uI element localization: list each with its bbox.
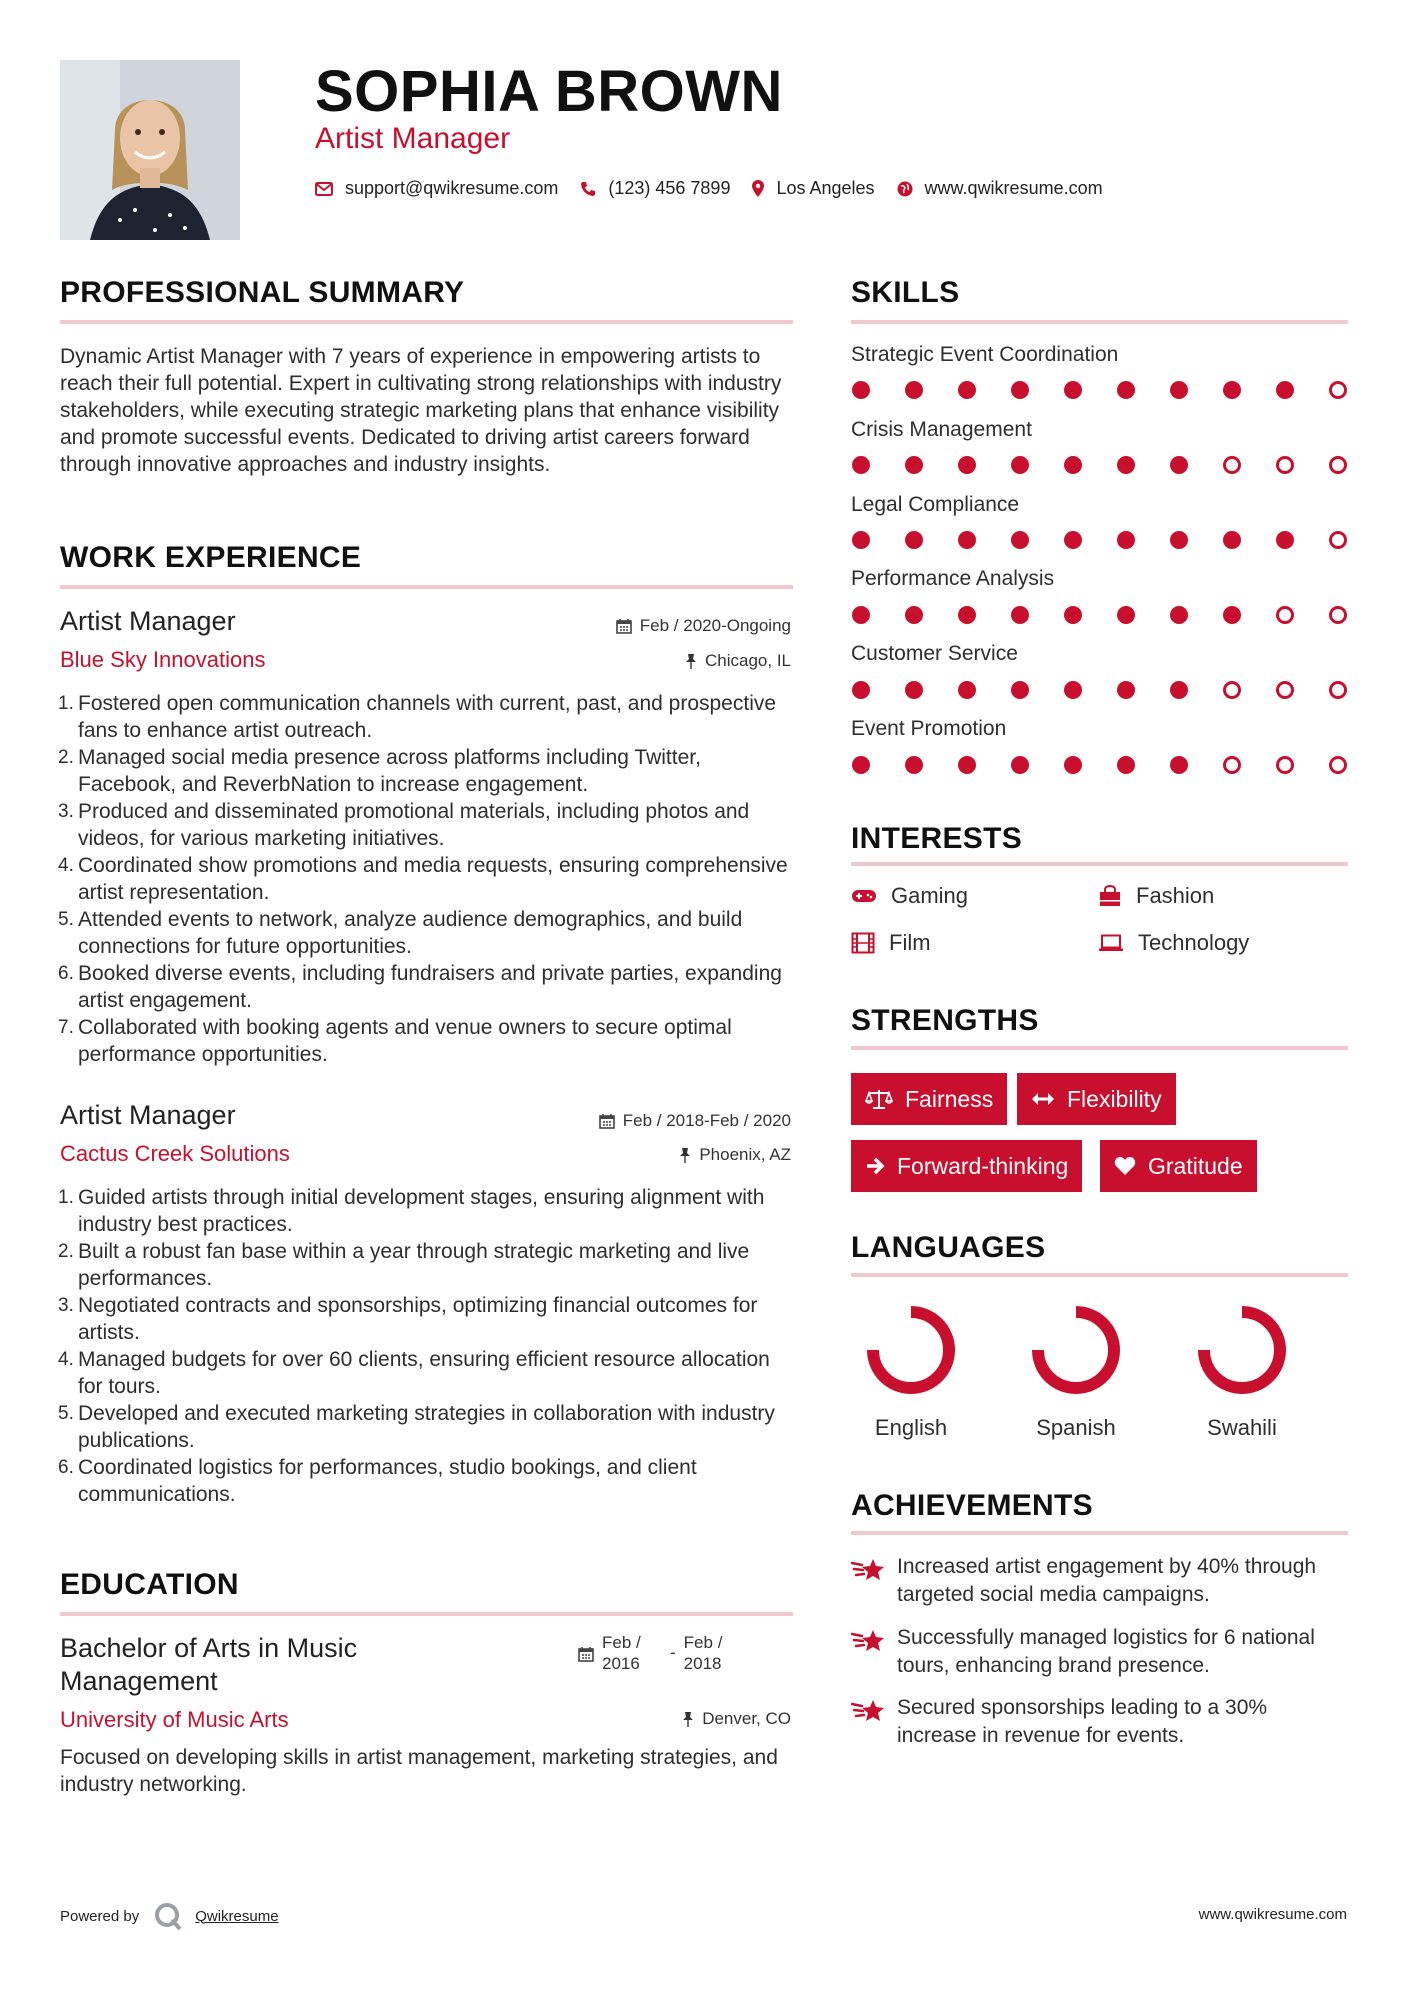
education-location bbox=[682, 1709, 791, 1729]
rating-dot-filled bbox=[958, 606, 976, 624]
rating-dot-filled bbox=[1064, 606, 1082, 624]
skill-rating bbox=[852, 606, 1352, 626]
education-heading: EDUCATION bbox=[60, 1568, 239, 1601]
rating-dot-filled bbox=[1011, 456, 1029, 474]
double-arrow-icon bbox=[1031, 1092, 1055, 1106]
brand-link[interactable]: Qwikresume bbox=[195, 1907, 279, 1925]
list-item: 5. Attended events to network, analyze audience demographics, and build connections for future opportunities. bbox=[58, 908, 743, 958]
location-text: Los Angeles bbox=[776, 178, 875, 198]
achievement-text: Successfully managed logistics for 6 national tours, enhancing brand presence. bbox=[897, 1626, 1315, 1677]
interest-label: Technology bbox=[1138, 930, 1250, 955]
rating-dot-empty bbox=[1276, 756, 1294, 774]
language-ring-arc bbox=[1204, 1312, 1280, 1388]
rating-dot-filled bbox=[958, 681, 976, 699]
rating-dot-filled bbox=[905, 681, 923, 699]
list-item: 3. Produced and disseminated promotional materials, including photos and videos, for various marketing initiatives. bbox=[58, 800, 750, 850]
profile-photo-image bbox=[60, 60, 240, 240]
rating-dot-filled bbox=[852, 606, 870, 624]
rating-dot-filled bbox=[1011, 531, 1029, 549]
job-location-text: Phoenix, AZ bbox=[699, 1145, 791, 1164]
date-separator: - bbox=[670, 1643, 676, 1662]
shooting-star-icon bbox=[851, 1626, 885, 1654]
rating-dot-filled bbox=[1064, 681, 1082, 699]
rating-dot-filled bbox=[1223, 606, 1241, 624]
rating-dot-empty bbox=[1223, 756, 1241, 774]
rating-dot-empty bbox=[1329, 756, 1347, 774]
language-label: Spanish bbox=[1036, 1415, 1116, 1440]
job-dates bbox=[599, 1111, 791, 1131]
candidate-name: SOPHIA BROWN bbox=[315, 59, 783, 124]
job-bullets bbox=[60, 690, 795, 1068]
interest-label: Fashion bbox=[1136, 883, 1215, 908]
contact-website[interactable] bbox=[897, 178, 1103, 199]
rating-dot-filled bbox=[1117, 381, 1135, 399]
rating-dot-filled bbox=[905, 381, 923, 399]
rating-dot-filled bbox=[958, 531, 976, 549]
strength-label: Flexibility bbox=[1067, 1085, 1162, 1112]
experience-divider bbox=[60, 585, 793, 589]
rating-dot-empty bbox=[1276, 606, 1294, 624]
rating-dot-filled bbox=[1276, 381, 1294, 399]
rating-dot-empty bbox=[1329, 531, 1347, 549]
skills-divider bbox=[851, 320, 1348, 324]
job-title: Artist Manager bbox=[60, 1100, 236, 1130]
skill-rating bbox=[852, 381, 1352, 401]
rating-dot-empty bbox=[1223, 681, 1241, 699]
calendar-icon bbox=[616, 618, 632, 634]
rating-dot-empty bbox=[1329, 456, 1347, 474]
interest-fashion bbox=[1098, 883, 1214, 909]
job-dates-text: Feb / 2018-Feb / 2020 bbox=[622, 1111, 791, 1130]
calendar-icon bbox=[599, 1113, 615, 1129]
rating-dot-filled bbox=[905, 531, 923, 549]
rating-dot-filled bbox=[1117, 606, 1135, 624]
languages-heading: LANGUAGES bbox=[851, 1231, 1046, 1264]
achievement-text: Increased artist engagement by 40% through targeted social media campaigns. bbox=[897, 1555, 1317, 1606]
skills-heading: SKILLS bbox=[851, 276, 960, 309]
language-ring-arc bbox=[1038, 1312, 1114, 1388]
education-start: Feb / 2016 bbox=[602, 1633, 641, 1673]
interest-film bbox=[851, 930, 931, 956]
balance-scale-icon bbox=[865, 1088, 893, 1110]
list-item: 6. Coordinated logistics for performances, studio bookings, and client communications. bbox=[58, 1456, 697, 1506]
summary-text: Dynamic Artist Manager with 7 years of experience in empowering artists to reach their full potential. Expert in cultivating strong relationships with industry stakeholders, while executing strategic marketing plans that enhance visibility and promote successful events. Dedicated to driving artist careers forward through innovative approaches and industry insights. bbox=[60, 345, 782, 476]
rating-dot-filled bbox=[1170, 756, 1188, 774]
phone-text: (123) 456 7899 bbox=[608, 178, 731, 198]
education-end: Feb / 2018 bbox=[683, 1633, 723, 1673]
achievements-divider bbox=[851, 1531, 1348, 1535]
rating-dot-filled bbox=[1223, 531, 1241, 549]
list-item: 1. Fostered open communication channels with current, past, and prospective fans to enhance artist outreach. bbox=[58, 692, 777, 742]
rating-dot-filled bbox=[852, 756, 870, 774]
languages-divider bbox=[851, 1273, 1348, 1277]
rating-dot-filled bbox=[1170, 681, 1188, 699]
gamepad-icon bbox=[851, 888, 877, 904]
rating-dot-filled bbox=[1170, 381, 1188, 399]
shopping-bag-icon bbox=[1098, 885, 1122, 907]
education-location-text: Denver, CO bbox=[702, 1709, 791, 1728]
strengths-heading: STRENGTHS bbox=[851, 1004, 1039, 1037]
interest-gaming bbox=[851, 883, 968, 909]
strength-label: Fairness bbox=[905, 1085, 994, 1112]
job-title: Artist Manager bbox=[60, 606, 236, 636]
list-item: 2. Built a robust fan base within a year through strategic marketing and live performances. bbox=[58, 1240, 750, 1290]
strength-fairness bbox=[851, 1073, 1007, 1125]
rating-dot-filled bbox=[1170, 456, 1188, 474]
rating-dot-filled bbox=[1011, 681, 1029, 699]
job-bullets bbox=[60, 1184, 795, 1508]
rating-dot-empty bbox=[1223, 456, 1241, 474]
language-label: Swahili bbox=[1207, 1415, 1277, 1440]
rating-dot-filled bbox=[1011, 381, 1029, 399]
skill-rating bbox=[852, 456, 1352, 476]
education-divider bbox=[60, 1612, 793, 1616]
film-icon bbox=[851, 932, 875, 954]
list-item: 5. Developed and executed marketing strategies in collaboration with industry publications. bbox=[58, 1402, 775, 1452]
rating-dot-empty bbox=[1329, 681, 1347, 699]
rating-dot-filled bbox=[852, 681, 870, 699]
rating-dot-filled bbox=[1011, 756, 1029, 774]
shooting-star-icon bbox=[851, 1555, 885, 1583]
rating-dot-filled bbox=[1064, 456, 1082, 474]
job-location bbox=[685, 651, 791, 671]
list-item: 1. Guided artists through initial development stages, ensuring alignment with industry best practices. bbox=[58, 1186, 765, 1236]
skill-name: Legal Compliance bbox=[851, 493, 1020, 516]
interest-label: Film bbox=[889, 930, 931, 955]
list-item: 2. Managed social media presence across platforms including Twitter, Facebook, and ReverbNation to increase engagement. bbox=[58, 746, 701, 796]
strength-label: Forward-thinking bbox=[897, 1152, 1069, 1179]
job-location bbox=[679, 1145, 791, 1165]
strength-label: Gratitude bbox=[1148, 1152, 1243, 1179]
experience-heading: WORK EXPERIENCE bbox=[60, 541, 362, 574]
skill-name: Performance Analysis bbox=[851, 567, 1055, 590]
rating-dot-filled bbox=[1170, 606, 1188, 624]
interest-label: Gaming bbox=[891, 883, 969, 908]
list-item: 4. Coordinated show promotions and media requests, ensuring comprehensive artist representation. bbox=[58, 854, 788, 904]
strengths-divider bbox=[851, 1046, 1348, 1050]
job-dates-text: Feb / 2020-Ongoing bbox=[639, 616, 791, 635]
summary-divider bbox=[60, 320, 793, 324]
pushpin-icon bbox=[682, 1711, 694, 1727]
job-company: Cactus Creek Solutions bbox=[60, 1141, 290, 1166]
summary-heading: PROFESSIONAL SUMMARY bbox=[60, 276, 465, 309]
phone-icon bbox=[580, 181, 596, 197]
achievement-item bbox=[851, 1553, 1351, 1609]
rating-dot-filled bbox=[905, 456, 923, 474]
rating-dot-filled bbox=[852, 381, 870, 399]
rating-dot-filled bbox=[1117, 456, 1135, 474]
school-name: University of Music Arts bbox=[60, 1707, 289, 1732]
interests-heading: INTERESTS bbox=[851, 822, 1023, 855]
powered-by-label: Powered by bbox=[60, 1907, 140, 1925]
rating-dot-filled bbox=[1064, 531, 1082, 549]
language-english bbox=[851, 1300, 971, 1441]
rating-dot-filled bbox=[1117, 681, 1135, 699]
contact-email[interactable] bbox=[315, 178, 558, 199]
skill-rating bbox=[852, 756, 1352, 776]
skill-rating bbox=[852, 681, 1352, 701]
rating-dot-filled bbox=[852, 531, 870, 549]
job-location-text: Chicago, IL bbox=[705, 651, 791, 670]
language-ring bbox=[861, 1300, 961, 1400]
map-pin-icon bbox=[752, 180, 764, 197]
rating-dot-filled bbox=[958, 456, 976, 474]
globe-icon bbox=[897, 181, 913, 197]
profile-photo bbox=[60, 60, 240, 240]
arrow-right-icon bbox=[865, 1156, 885, 1176]
rating-dot-filled bbox=[1064, 381, 1082, 399]
language-ring-arc bbox=[873, 1312, 949, 1388]
rating-dot-filled bbox=[905, 756, 923, 774]
strength-flexibility bbox=[1017, 1073, 1176, 1125]
skill-name: Event Promotion bbox=[851, 717, 1007, 740]
rating-dot-filled bbox=[958, 381, 976, 399]
language-label: English bbox=[874, 1415, 948, 1440]
skill-rating bbox=[852, 531, 1352, 551]
rating-dot-empty bbox=[1276, 456, 1294, 474]
job-company: Blue Sky Innovations bbox=[60, 647, 266, 672]
email-text: support@qwikresume.com bbox=[345, 178, 559, 198]
achievement-text: Secured sponsorships leading to a 30% increase in revenue for events. bbox=[897, 1696, 1268, 1747]
rating-dot-filled bbox=[1117, 756, 1135, 774]
footer-powered-by bbox=[60, 1901, 279, 1931]
rating-dot-filled bbox=[905, 606, 923, 624]
achievement-item bbox=[851, 1694, 1351, 1750]
candidate-role: Artist Manager bbox=[315, 122, 511, 155]
education-dates bbox=[578, 1632, 744, 1674]
rating-dot-filled bbox=[1276, 531, 1294, 549]
footer-url[interactable]: www.qwikresume.com bbox=[1198, 1906, 1347, 1923]
rating-dot-filled bbox=[1011, 606, 1029, 624]
pushpin-icon bbox=[679, 1147, 691, 1163]
rating-dot-filled bbox=[1064, 756, 1082, 774]
list-item: 6. Booked diverse events, including fundraisers and private parties, expanding artist engagement. bbox=[58, 962, 782, 1012]
pushpin-icon bbox=[685, 653, 697, 669]
qwikresume-logo-icon bbox=[153, 1901, 183, 1931]
degree-title: Bachelor of Arts in Music Management bbox=[60, 1633, 358, 1696]
rating-dot-filled bbox=[852, 456, 870, 474]
list-item: 3. Negotiated contracts and sponsorships, optimizing financial outcomes for artists. bbox=[58, 1294, 758, 1344]
job-dates bbox=[616, 616, 791, 636]
contact-phone[interactable] bbox=[580, 178, 730, 199]
shooting-star-icon bbox=[851, 1696, 885, 1724]
rating-dot-filled bbox=[958, 756, 976, 774]
rating-dot-empty bbox=[1276, 681, 1294, 699]
language-swahili bbox=[1182, 1300, 1302, 1441]
calendar-icon bbox=[578, 1646, 594, 1662]
rating-dot-filled bbox=[1117, 531, 1135, 549]
rating-dot-empty bbox=[1329, 606, 1347, 624]
achievement-item bbox=[851, 1624, 1351, 1680]
list-item: 4. Managed budgets for over 60 clients, ensuring efficient resource allocation for tours. bbox=[58, 1348, 770, 1398]
interest-technology bbox=[1098, 930, 1249, 956]
envelope-icon bbox=[315, 182, 333, 196]
rating-dot-filled bbox=[1223, 381, 1241, 399]
education-description: Focused on developing skills in artist management, marketing strategies, and industry networking. bbox=[60, 1746, 778, 1796]
strength-forward-thinking bbox=[851, 1140, 1082, 1192]
contact-bar bbox=[315, 178, 1125, 199]
website-text: www.qwikresume.com bbox=[924, 178, 1103, 198]
contact-location bbox=[752, 178, 874, 199]
skill-name: Customer Service bbox=[851, 642, 1018, 665]
skill-name: Strategic Event Coordination bbox=[851, 343, 1119, 366]
skill-name: Crisis Management bbox=[851, 418, 1032, 441]
strength-gratitude bbox=[1100, 1140, 1257, 1192]
achievements-heading: ACHIEVEMENTS bbox=[851, 1489, 1093, 1522]
interests-divider bbox=[851, 862, 1348, 866]
rating-dot-filled bbox=[1170, 531, 1188, 549]
language-ring bbox=[1026, 1300, 1126, 1400]
laptop-icon bbox=[1098, 934, 1124, 952]
rating-dot-empty bbox=[1329, 381, 1347, 399]
language-spanish bbox=[1016, 1300, 1136, 1441]
language-ring bbox=[1192, 1300, 1292, 1400]
list-item: 7. Collaborated with booking agents and venue owners to secure optimal performance opportunities. bbox=[58, 1016, 732, 1066]
heart-icon bbox=[1114, 1156, 1136, 1176]
